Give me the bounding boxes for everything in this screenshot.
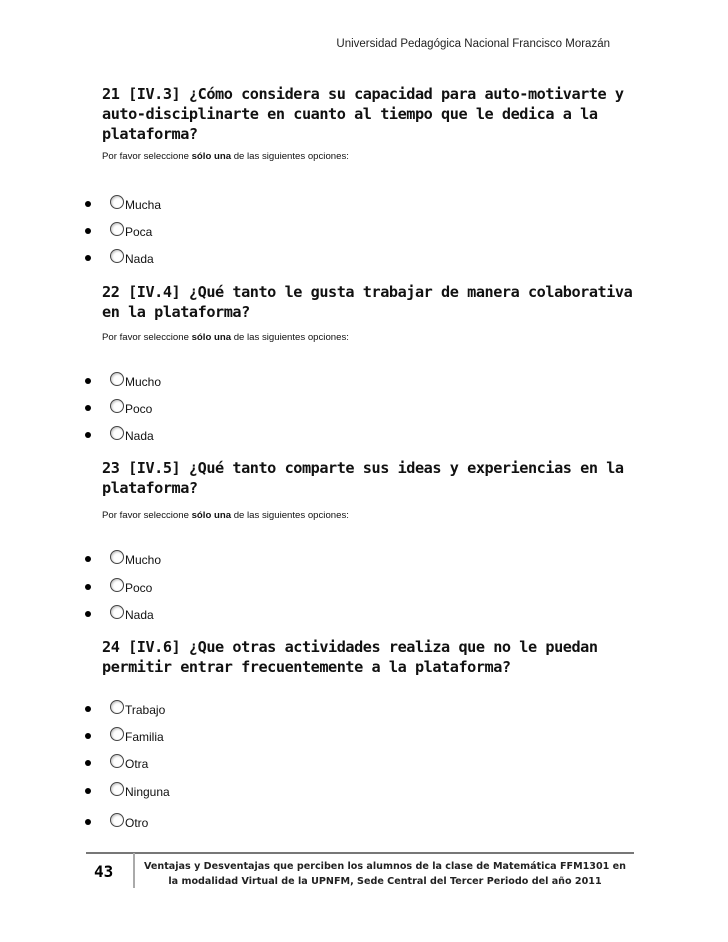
radio-button[interactable] <box>110 578 124 592</box>
bullet-icon <box>85 378 91 384</box>
option-label: Poco <box>125 402 153 416</box>
radio-button[interactable] <box>110 399 124 413</box>
footer-caption <box>140 859 630 889</box>
option-label: Ninguna <box>125 785 170 799</box>
bullet-icon <box>85 556 91 562</box>
option-label: Mucho <box>125 553 162 567</box>
footer-line-2: la modalidad Virtual de la UPNFM, Sede Central del Tercer Periodo del año 2011 <box>168 876 602 887</box>
question-title-23: 23 [IV.5] ¿Qué tanto comparte sus ideas y experiencias en la plataforma? <box>102 459 624 497</box>
bullet-icon <box>85 584 91 590</box>
question-title-22: 22 [IV.4] ¿Qué tanto le gusta trabajar de manera colaborativa en la plataforma? <box>102 283 633 321</box>
option-label: Poca <box>125 225 153 239</box>
bullet-icon <box>85 611 91 617</box>
bullet-icon <box>85 228 91 234</box>
option-label: Otra <box>125 757 149 771</box>
option-label: Otro <box>125 816 149 830</box>
radio-button[interactable] <box>110 249 124 263</box>
radio-button[interactable] <box>110 727 124 741</box>
question-title-24: 24 [IV.6] ¿Que otras actividades realiza que no le puedan permitir entrar frecuentemente a la plataforma? <box>102 638 598 676</box>
bullet-icon <box>85 733 91 739</box>
instruction-22: Por favor seleccione sólo una de las siguientes opciones: <box>102 332 349 343</box>
bullet-icon <box>85 201 91 207</box>
radio-button[interactable] <box>110 195 124 209</box>
bullet-icon <box>85 255 91 261</box>
option-label: Trabajo <box>125 703 166 717</box>
option-label: Nada <box>125 252 154 266</box>
bullet-icon <box>85 760 91 766</box>
radio-button[interactable] <box>110 782 124 796</box>
question-title-21: 21 [IV.3] ¿Cómo considera su capacidad para auto-motivarte y auto-disciplinarte en cuanto al tiempo que le dedica a la plataforma? <box>102 85 624 143</box>
radio-button[interactable] <box>110 754 124 768</box>
option-label: Familia <box>125 730 164 744</box>
footer-divider <box>86 852 634 854</box>
instruction-21: Por favor seleccione sólo una de las siguientes opciones: <box>102 151 349 162</box>
radio-button[interactable] <box>110 813 124 827</box>
option-label: Poco <box>125 581 153 595</box>
radio-button[interactable] <box>110 372 124 386</box>
bullet-icon <box>85 788 91 794</box>
page-number: 43 <box>94 862 114 881</box>
radio-button[interactable] <box>110 426 124 440</box>
page-header: Universidad Pedagógica Nacional Francisco Morazán <box>336 38 610 50</box>
footer-line-1: Ventajas y Desventajas que perciben los alumnos de la clase de Matemática FFM1301 en <box>143 861 627 872</box>
option-label: Nada <box>125 608 154 622</box>
bullet-icon <box>85 819 91 825</box>
option-label: Nada <box>125 429 154 443</box>
radio-button[interactable] <box>110 605 124 619</box>
bullet-icon <box>85 405 91 411</box>
radio-button[interactable] <box>110 700 124 714</box>
radio-button[interactable] <box>110 222 124 236</box>
option-label: Mucho <box>125 375 162 389</box>
radio-button[interactable] <box>110 550 124 564</box>
footer-separator <box>133 853 135 888</box>
instruction-23: Por favor seleccione sólo una de las siguientes opciones: <box>102 510 349 521</box>
bullet-icon <box>85 432 91 438</box>
option-label: Mucha <box>125 198 162 212</box>
bullet-icon <box>85 706 91 712</box>
